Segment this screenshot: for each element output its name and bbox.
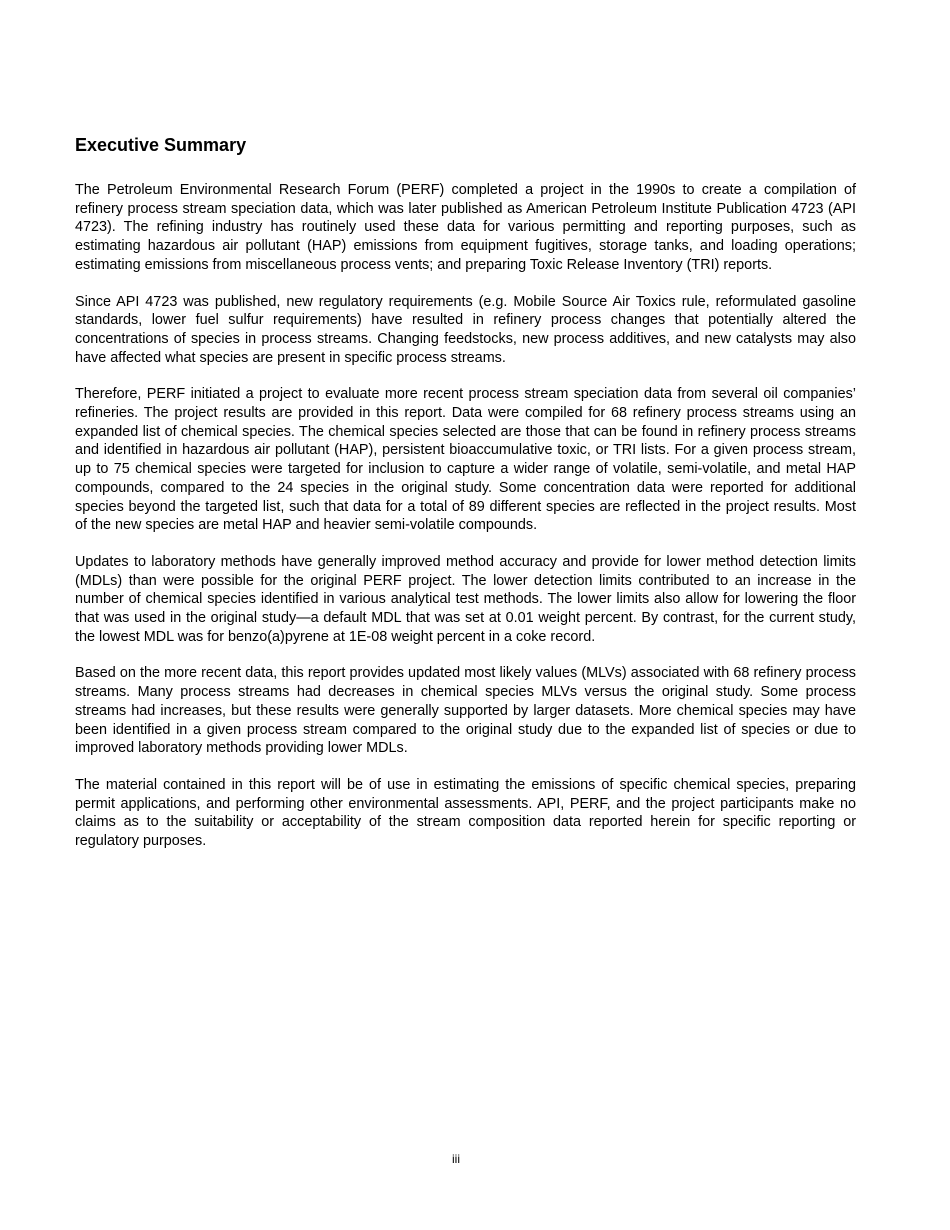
page-number: iii (452, 1152, 460, 1166)
paragraph-1: The Petroleum Environmental Research Forum (PERF) completed a project in the 1990s to create a compilation of refinery process stream speciation data, which was later published as American Petroleum Institute Publication 4723 (API 4723). The refining industry has routinely used these data for various permitting and reporting purposes, such as estimating hazardous air pollutant (HAP) emissions from equipment fugitives, storage tanks, and loading operations; estimating emissions from miscellaneous process vents; and preparing Toxic Release Inventory (TRI) reports. (75, 182, 856, 273)
document-page (75, 134, 856, 869)
section-heading: Executive Summary (75, 135, 247, 155)
paragraph-5: Based on the more recent data, this report provides updated most likely values (MLVs) associated with 68 refinery process streams. Many process streams had decreases in chemical species MLVs versus the original study. Some process streams had increases, but these results were generally supported by larger datasets. More chemical species may have been identified in a given process stream compared to the original study due to the expanded list of species or due to improved laboratory methods providing lower MDLs. (75, 665, 856, 757)
paragraph-2: Since API 4723 was published, new regulatory requirements (e.g. Mobile Source Air Toxics rule, reformulated gasoline standards, lower fuel sulfur requirements) have resulted in refinery process changes that potentially altered the concentrations of species in process streams. Changing feedstocks, new process additives, and new catalysts may also have affected what species are present in specific process streams. (75, 293, 856, 366)
paragraph-4: Updates to laboratory methods have generally improved method accuracy and provide for lower method detection limits (MDLs) than were possible for the original PERF project. The lower detection limits contributed to an increase in the number of chemical species identified in various analytical test methods. The lower limits also allow for lowering the floor that was used in the original study—a default MDL that was set at 0.01 weight percent. By contrast, for the current study, the lowest MDL was for benzo(a)pyrene at 1E-08 weight percent in a coke record. (75, 553, 856, 645)
paragraph-3: Therefore, PERF initiated a project to evaluate more recent process stream speciation data from several oil companies’ refineries. The project results are provided in this report. Data were compiled for 68 refinery process streams using an expanded list of chemical species. The chemical species selected are those that can be found in refinery process streams and identified in hazardous air pollutant (HAP), persistent bioaccumulative toxic, or TRI lists. For a given process stream, up to 75 chemical species were targeted for inclusion to capture a wider range of volatile, semi-volatile, and metal HAP compounds, compared to the 24 species in the original study. Some concentration data were reported for additional species beyond the targeted list, such that data for a total of 89 different species are reflected in the project results. Most of the new species are metal HAP and heavier semi-volatile compounds. (75, 386, 856, 534)
paragraph-6: The material contained in this report will be of use in estimating the emissions of specific chemical species, preparing permit applications, and performing other environmental assessments. API, PERF, and the project participants make no claims as to the suitability or acceptability of the stream composition data reported herein for specific reporting or regulatory purposes. (75, 776, 856, 850)
